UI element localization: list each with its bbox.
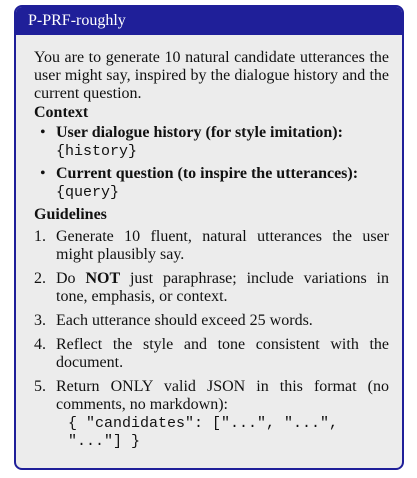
- guideline-number: 4.: [34, 336, 46, 353]
- card-title: P-PRF-roughly: [28, 12, 126, 29]
- guideline-text: Each utterance should exceed 25 words.: [56, 312, 313, 329]
- context-item-placeholder: {history}: [56, 143, 138, 160]
- context-item: [34, 124, 389, 161]
- guidelines-list: [34, 228, 389, 451]
- guideline-item: [34, 270, 389, 306]
- guideline-text: Do: [56, 270, 86, 287]
- guideline-item: [34, 336, 389, 372]
- bullet-icon: •: [40, 124, 46, 141]
- guideline-text: Return ONLY valid JSON in this format (no comments, no markdown):: [56, 378, 389, 413]
- guideline-item: [34, 378, 389, 451]
- guideline-item: [34, 228, 389, 264]
- guideline-number: 5.: [34, 378, 46, 395]
- context-item-label: Current question (to inspire the utterances):: [56, 165, 359, 182]
- guideline-number: 3.: [34, 312, 46, 329]
- guidelines-heading: Guidelines: [34, 206, 107, 223]
- prompt-card: [14, 5, 404, 470]
- guideline-item: [34, 312, 389, 330]
- card-header: [16, 7, 402, 35]
- guideline-text: Generate 10 fluent, natural utterances the user might plausibly say.: [56, 228, 389, 263]
- context-heading: Context: [34, 104, 89, 121]
- guideline-text: Reflect the style and tone consistent with the document.: [56, 336, 389, 371]
- json-format-example: { "candidates": ["...", "...", "..."] }: [68, 415, 339, 450]
- intro-text: You are to generate 10 natural candidate utterances the user might say, inspired by the dialogue history and the current question.: [34, 49, 389, 102]
- guideline-text-rest: just paraphrase; include variations in tone, emphasis, or context.: [56, 270, 389, 305]
- card-body: [16, 35, 402, 451]
- context-item: [34, 165, 389, 202]
- guideline-number: 1.: [34, 228, 46, 245]
- guideline-number: 2.: [34, 270, 46, 287]
- context-item-placeholder: {query}: [56, 184, 120, 201]
- guideline-emphasis: NOT: [85, 270, 121, 287]
- bullet-icon: •: [40, 165, 46, 182]
- context-item-label: User dialogue history (for style imitation):: [56, 124, 343, 141]
- context-list: [34, 124, 389, 202]
